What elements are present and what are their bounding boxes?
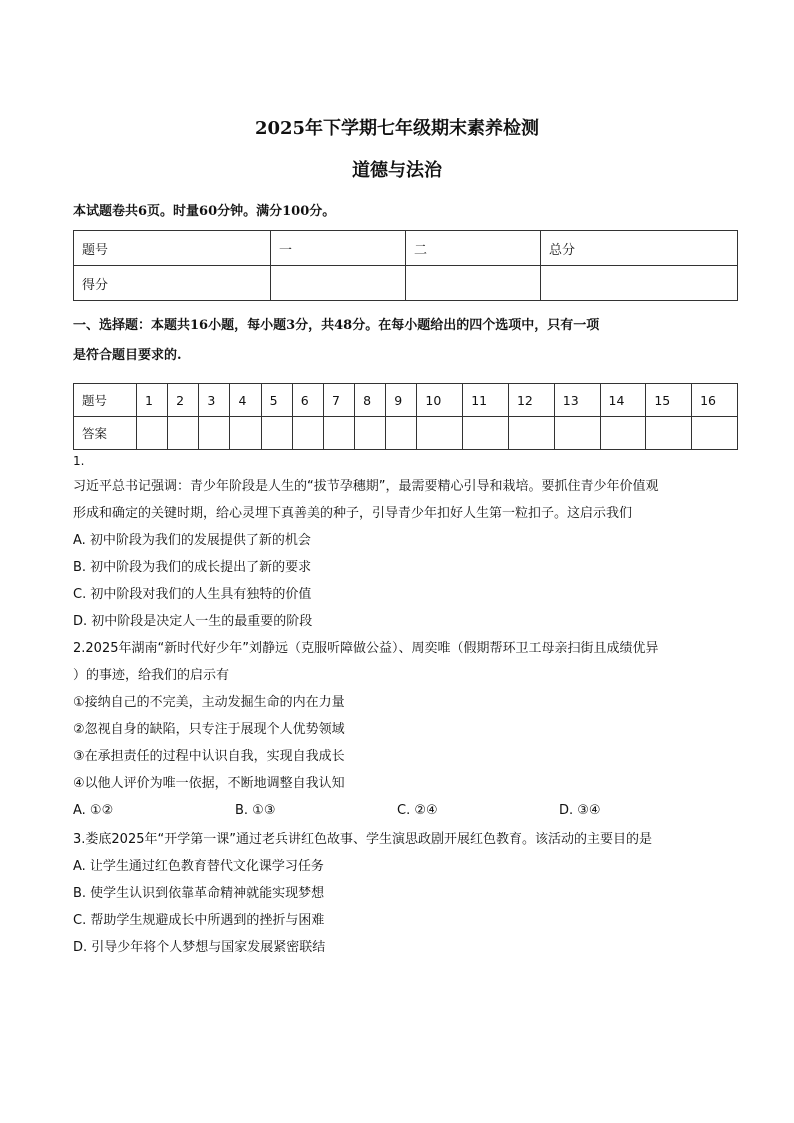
answer-row-label-number: 题号 bbox=[74, 384, 137, 417]
answer-cell bbox=[417, 417, 463, 450]
answer-cell bbox=[600, 417, 646, 450]
question-2-option-b: B. ①③ bbox=[235, 803, 276, 818]
answer-cell bbox=[355, 417, 386, 450]
question-1-option-c: C. 初中阶段对我们的人生具有独特的价值 bbox=[73, 587, 312, 602]
answer-number: 14 bbox=[600, 384, 646, 417]
subject-title: 道德与法治 bbox=[352, 160, 442, 181]
question-2-option-c: C. ②④ bbox=[397, 803, 438, 818]
question-1-option-d: D. 初中阶段是决定人一生的最重要的阶段 bbox=[73, 614, 313, 629]
exam-info: 本试题卷共6页。时量60分钟。满分100分。 bbox=[73, 204, 336, 219]
question-1-option-b: B. 初中阶段为我们的成长提出了新的要求 bbox=[73, 560, 312, 575]
question-1-number: 1. bbox=[73, 454, 85, 468]
answer-cell bbox=[463, 417, 509, 450]
answer-table bbox=[73, 383, 738, 450]
answer-number: 10 bbox=[417, 384, 463, 417]
score-table bbox=[73, 230, 738, 301]
question-1-stem-line2: 形成和确定的关键时期，给心灵埋下真善美的种子，引导青少年扣好人生第一粒扣子。这启示我们 bbox=[73, 506, 633, 521]
answer-number: 16 bbox=[692, 384, 738, 417]
answer-cell bbox=[168, 417, 199, 450]
question-2-stem-line1: 2.2025年湖南“新时代好少年”刘静远（克服听障做公益）、周奕唯（假期帮环卫工母亲扫街且成绩优异 bbox=[73, 641, 659, 656]
answer-cell bbox=[692, 417, 738, 450]
answer-number: 12 bbox=[508, 384, 554, 417]
answer-cell bbox=[137, 417, 168, 450]
answer-number: 5 bbox=[261, 384, 292, 417]
question-2-option-a: A. ①② bbox=[73, 803, 114, 818]
answer-cell bbox=[199, 417, 230, 450]
answer-number: 11 bbox=[463, 384, 509, 417]
answer-number: 8 bbox=[355, 384, 386, 417]
score-header-part2: 二 bbox=[406, 231, 541, 266]
question-2-item-4: ④以他人评价为唯一依据，不断地调整自我认知 bbox=[73, 776, 345, 791]
answer-cell bbox=[646, 417, 692, 450]
answer-number: 3 bbox=[199, 384, 230, 417]
answer-cell bbox=[508, 417, 554, 450]
answer-number: 6 bbox=[292, 384, 323, 417]
answer-number: 13 bbox=[554, 384, 600, 417]
answer-cell bbox=[292, 417, 323, 450]
answer-number: 2 bbox=[168, 384, 199, 417]
answer-number: 7 bbox=[323, 384, 354, 417]
question-3-option-b: B. 使学生认识到依靠革命精神就能实现梦想 bbox=[73, 886, 325, 901]
score-row-label: 得分 bbox=[74, 266, 271, 301]
question-2-item-3: ③在承担责任的过程中认识自我，实现自我成长 bbox=[73, 749, 345, 764]
answer-cell bbox=[386, 417, 417, 450]
question-2-stem-line2: ）的事迹，给我们的启示有 bbox=[73, 668, 230, 683]
section-heading-line1: 一、选择题：本题共16小题，每小题3分，共48分。在每小题给出的四个选项中，只有一项 bbox=[73, 318, 600, 333]
answer-row-label-answer: 答案 bbox=[74, 417, 137, 450]
question-1-stem-line1: 习近平总书记强调：青少年阶段是人生的“拔节孕穗期”，最需要精心引导和栽培。要抓住青少年价值观 bbox=[73, 479, 659, 494]
score-header-part1: 一 bbox=[271, 231, 406, 266]
score-header-total: 总分 bbox=[541, 231, 738, 266]
answer-number: 4 bbox=[230, 384, 261, 417]
answer-number: 1 bbox=[137, 384, 168, 417]
question-2-item-1: ①接纳自己的不完美，主动发掘生命的内在力量 bbox=[73, 695, 345, 710]
question-3-option-a: A. 让学生通过红色教育替代文化课学习任务 bbox=[73, 859, 324, 874]
question-3-option-d: D. 引导少年将个人梦想与国家发展紧密联结 bbox=[73, 940, 326, 955]
score-cell bbox=[271, 266, 406, 301]
score-cell bbox=[406, 266, 541, 301]
question-2-options bbox=[73, 797, 721, 824]
question-2-item-2: ②忽视自身的缺陷，只专注于展现个人优势领域 bbox=[73, 722, 345, 737]
answer-cell bbox=[261, 417, 292, 450]
exam-title: 2025年下学期七年级期末素养检测 bbox=[254, 118, 540, 139]
score-cell bbox=[541, 266, 738, 301]
question-2-option-d: D. ③④ bbox=[559, 803, 601, 818]
answer-number: 15 bbox=[646, 384, 692, 417]
answer-cell bbox=[230, 417, 261, 450]
question-3-option-c: C. 帮助学生规避成长中所遇到的挫折与困难 bbox=[73, 913, 325, 928]
answer-number: 9 bbox=[386, 384, 417, 417]
question-3-stem: 3.娄底2025年“开学第一课”通过老兵讲红色故事、学生演思政剧开展红色教育。该活动的主要目的是 bbox=[73, 832, 652, 847]
score-header-number: 题号 bbox=[74, 231, 271, 266]
answer-cell bbox=[323, 417, 354, 450]
question-1-option-a: A. 初中阶段为我们的发展提供了新的机会 bbox=[73, 533, 311, 548]
section-heading-line2: 是符合题目要求的. bbox=[73, 348, 182, 363]
answer-cell bbox=[554, 417, 600, 450]
